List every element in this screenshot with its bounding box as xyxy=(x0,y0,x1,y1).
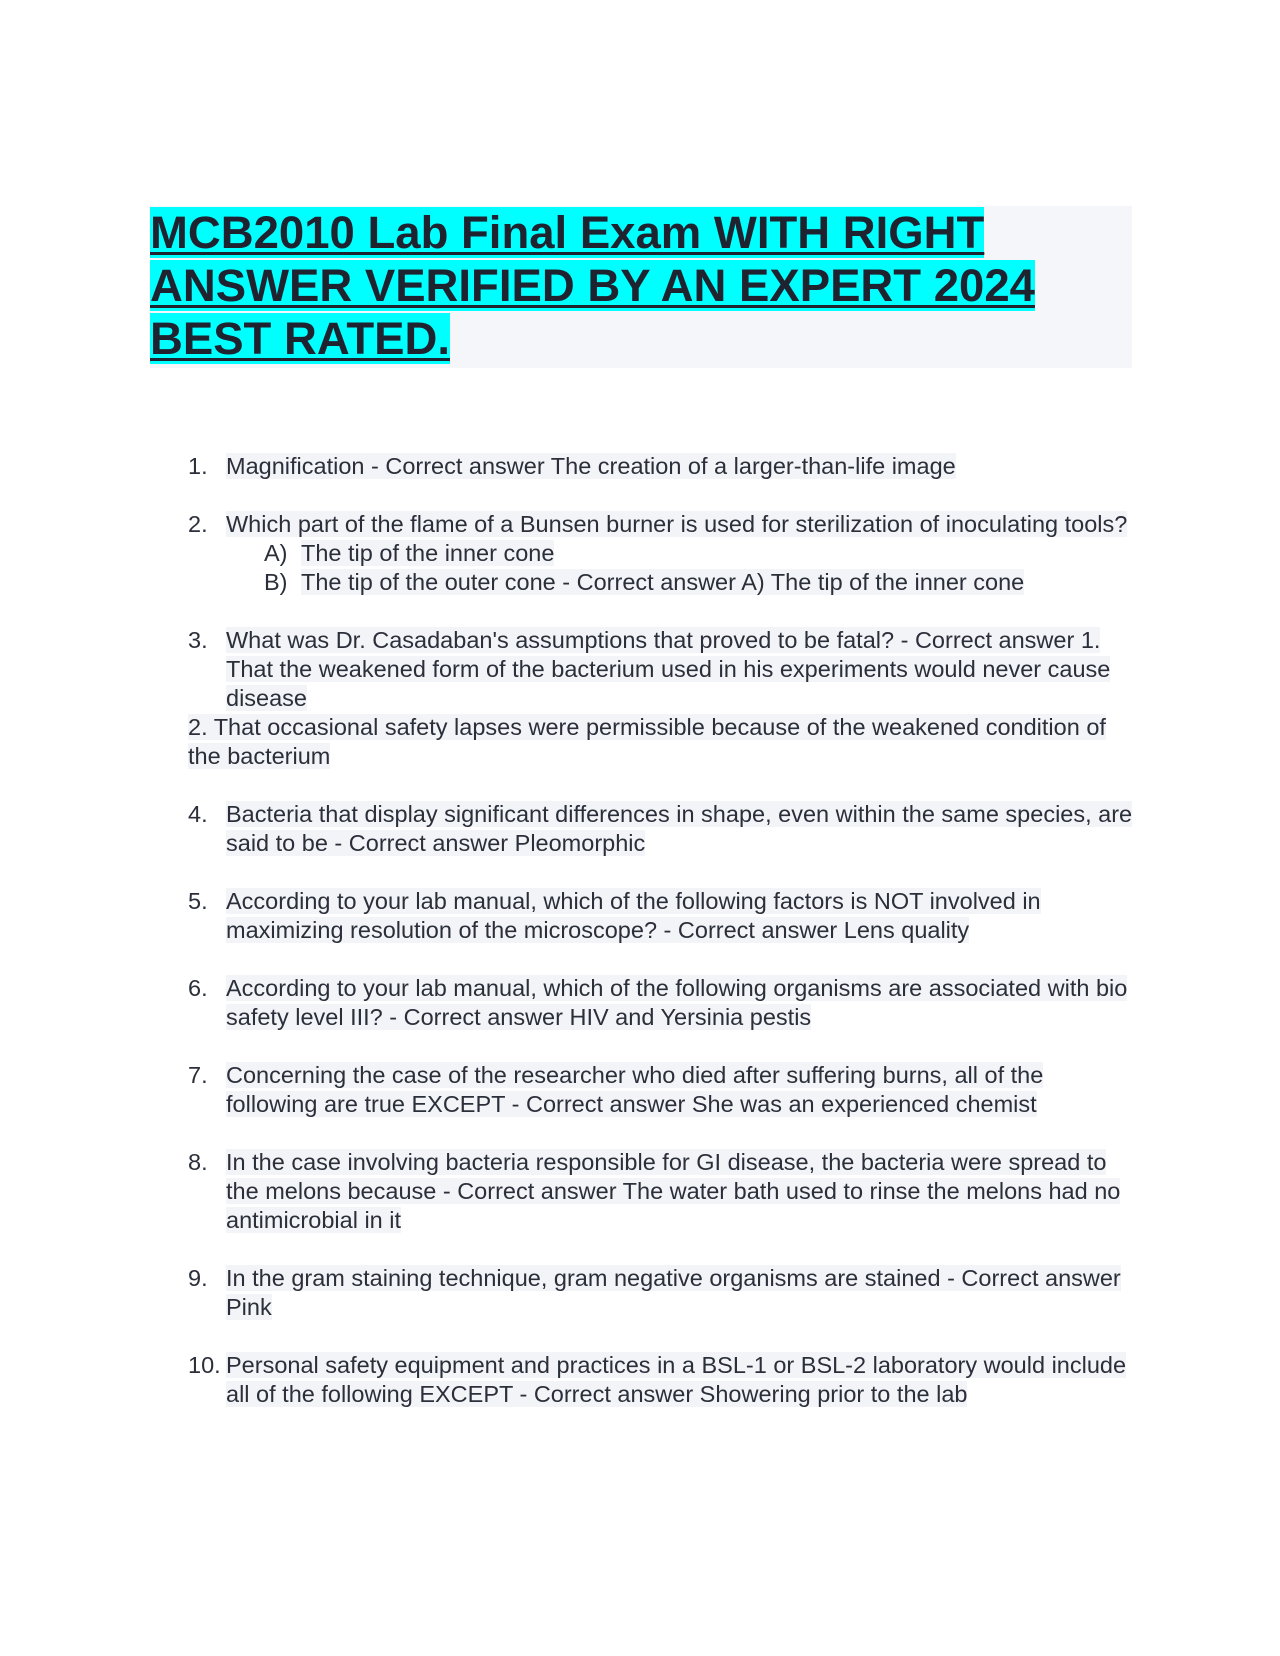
question-item-8 xyxy=(188,1148,1138,1235)
title-line: MCB2010 Lab Final Exam WITH RIGHT xyxy=(150,207,985,258)
question-item-5 xyxy=(188,887,1138,945)
question-text: Concerning the case of the researcher who died after suffering burns, all of the following are true EXCEPT - Correct answer She was an experienced chemist xyxy=(226,1062,1044,1117)
answer-continuation xyxy=(188,713,1138,771)
question-text: In the gram staining technique, gram negative organisms are stained - Correct answer Pink xyxy=(226,1265,1121,1320)
document-title xyxy=(150,206,1132,365)
question-text: According to your lab manual, which of the following organisms are associated with bio safety level III? - Correct answer HIV and Yersinia pestis xyxy=(226,975,1128,1030)
option-label: B) xyxy=(264,569,288,595)
question-number: 2. xyxy=(188,511,208,537)
question-number: 10. xyxy=(188,1352,221,1378)
question-text: In the case involving bacteria responsible for GI disease, the bacteria were spread to the melons because - Correct answer The water bath used to rinse the melons had no antimicrobial in it xyxy=(226,1149,1121,1233)
question-number: 8. xyxy=(188,1149,208,1175)
question-number: 6. xyxy=(188,975,208,1001)
question-item-9 xyxy=(188,1264,1138,1322)
option-label: A) xyxy=(264,540,288,566)
question-text: Personal safety equipment and practices in a BSL-1 or BSL-2 laboratory would include all of the following EXCEPT - Correct answer Showering prior to the lab xyxy=(226,1352,1127,1407)
question-number: 4. xyxy=(188,801,208,827)
answer-option xyxy=(226,568,1138,597)
option-text: The tip of the inner cone xyxy=(301,540,555,566)
question-item-6 xyxy=(188,974,1138,1032)
option-text: The tip of the outer cone - Correct answer A) The tip of the inner cone xyxy=(301,569,1025,595)
question-item-3 xyxy=(188,626,1138,771)
question-item-1 xyxy=(188,452,1138,481)
question-text: What was Dr. Casadaban's assumptions that proved to be fatal? - Correct answer 1. That the weakened form of the bacterium used in his experiments would never cause disease xyxy=(226,627,1111,711)
title-line: BEST RATED. xyxy=(150,313,450,364)
question-item-7 xyxy=(188,1061,1138,1119)
question-number: 5. xyxy=(188,888,208,914)
continuation-text: 2. That occasional safety lapses were permissible because of the weakened condition of the bacterium xyxy=(188,714,1106,769)
question-text: Which part of the flame of a Bunsen burner is used for sterilization of inoculating tools? xyxy=(226,511,1128,537)
question-list xyxy=(188,452,1138,1438)
question-number: 7. xyxy=(188,1062,208,1088)
question-text: Bacteria that display significant differences in shape, even within the same species, are said to be - Correct answer Pleomorphic xyxy=(226,801,1133,856)
question-item-2 xyxy=(188,510,1138,597)
question-number: 3. xyxy=(188,627,208,653)
question-item-10 xyxy=(188,1351,1138,1409)
question-item-4 xyxy=(188,800,1138,858)
question-text: According to your lab manual, which of the following factors is NOT involved in maximizing resolution of the microscope? - Correct answer Lens quality xyxy=(226,888,1041,943)
question-text: Magnification - Correct answer The creation of a larger-than-life image xyxy=(226,453,956,479)
question-number: 9. xyxy=(188,1265,208,1291)
title-block xyxy=(150,206,1132,368)
question-number: 1. xyxy=(188,453,208,479)
title-line: ANSWER VERIFIED BY AN EXPERT 2024 xyxy=(150,260,1035,311)
answer-option xyxy=(226,539,1138,568)
